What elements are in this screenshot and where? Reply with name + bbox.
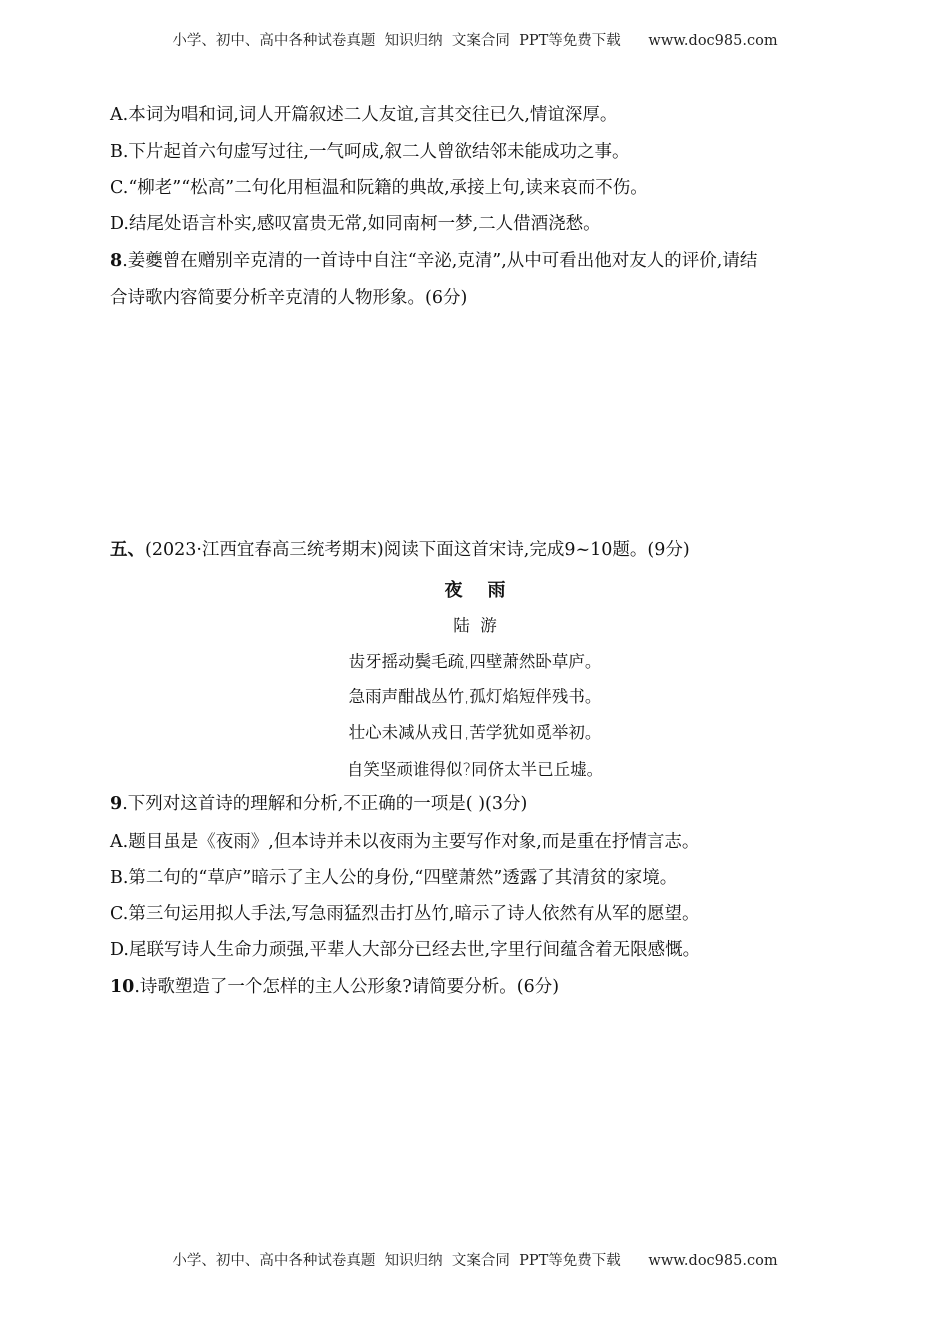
section-5-heading [110, 539, 690, 561]
poem-line: 急雨声酣战丛竹,孤灯焰短伴残书。 [348, 687, 602, 706]
poem-line: 壮心未减从戎日,苦学犹如觅举初。 [348, 723, 602, 742]
q9-stem [110, 793, 527, 815]
q9-option-d: D.尾联写诗人生命力顽强,平辈人大部分已经去世,字里行间蕴含着无限感慨。 [110, 940, 701, 960]
poem-title: 夜 雨 [444, 580, 506, 601]
q9-option-b: B.第二句的“草庐”暗示了主人公的身份,“四壁萧然”透露了其清贫的家境。 [110, 868, 678, 888]
q7-option-d: D.结尾处语言朴实,感叹富贵无常,如同南柯一梦,二人借酒浇愁。 [110, 214, 601, 234]
q8-text: .姜夔曾在赠别辛克清的一首诗中自注“辛泌,克清”,从中可看出他对友人的评价,请结 [122, 251, 758, 271]
q8-number: 8 [110, 251, 123, 271]
poem-line: 自笑坚顽谁得似?同侪太半已丘墟。 [346, 760, 604, 779]
footer-text: 小学、初中、高中各种试卷真题 知识归纳 文案合同 PPT等免费下载 [172, 1253, 621, 1269]
q9-text: .下列对这首诗的理解和分析,不正确的一项是( )(3分) [122, 794, 528, 814]
q7-option-b: B.下片起首六句虚写过往,一气呵成,叙二人曾欲结邻未能成功之事。 [110, 142, 630, 162]
header-text: 小学、初中、高中各种试卷真题 知识归纳 文案合同 PPT等免费下载 [172, 33, 621, 49]
section-number: 五、 [110, 540, 145, 560]
header-site: www.doc985.com [648, 33, 778, 49]
q10-number: 10 [110, 977, 135, 997]
q7-option-c: C.“柳老”“松高”二句化用桓温和阮籍的典故,承接上句,读来哀而不伤。 [110, 178, 648, 198]
q10-stem [110, 976, 559, 998]
q10-text: .诗歌塑造了一个怎样的主人公形象?请简要分析。(6分) [134, 977, 560, 997]
q9-option-c: C.第三句运用拟人手法,写急雨猛烈击打丛竹,暗示了诗人依然有从军的愿望。 [110, 904, 700, 924]
q8-line1 [110, 250, 757, 272]
footer-site: www.doc985.com [648, 1253, 778, 1269]
q9-number: 9 [110, 794, 123, 814]
poem-author: 陆 游 [453, 616, 497, 635]
section-text: (2023·江西宜春高三统考期末)阅读下面这首宋诗,完成9~10题。(9分) [145, 540, 690, 560]
poem-line: 齿牙摇动鬓毛疏,四壁萧然卧草庐。 [348, 652, 602, 671]
q8-line2: 合诗歌内容简要分析辛克清的人物形象。(6分) [110, 288, 468, 308]
q9-option-a: A.题目虽是《夜雨》,但本诗并未以夜雨为主要写作对象,而是重在抒情言志。 [110, 832, 700, 852]
page-footer [0, 1249, 950, 1270]
q7-option-a: A.本词为唱和词,词人开篇叙述二人友谊,言其交往已久,情谊深厚。 [110, 105, 618, 125]
page-header [0, 29, 950, 50]
